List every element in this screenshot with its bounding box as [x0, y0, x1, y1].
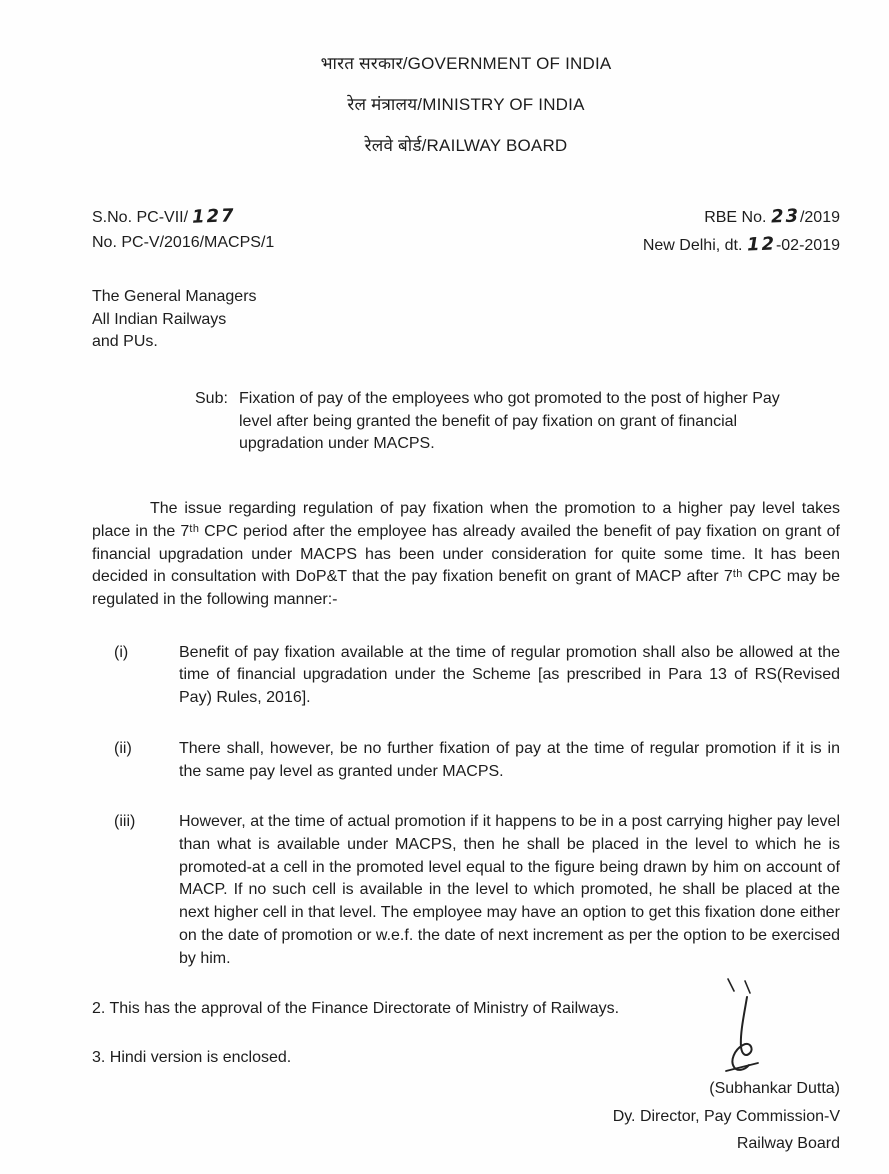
- list-item-i: [92, 642, 840, 710]
- body-paragraph-1: The issue regarding regulation of pay fixation when the promotion to a higher pay level takes place in the 7ᵗʰ CPC period after the employee has already availed the benefit of pay fixation on grant of financial upgradation under MACPS has been under consideration for quite some time. It has been decided in consultation with DoP&T that the pay fixation benefit on grant of MACP after 7ᵗʰ CPC may be regulated in the following manner:-: [92, 500, 840, 608]
- reference-block: [92, 204, 840, 259]
- reference-right: [643, 204, 840, 259]
- body-list: [92, 642, 840, 971]
- signatory-title: Dy. Director, Pay Commission-V: [612, 1107, 840, 1125]
- serial-number-line: [92, 204, 274, 230]
- serial-number-prefix: S.No. PC-VII/: [92, 209, 189, 227]
- list-item-i-text: Benefit of pay fixation available at the time of regular promotion shall also be allowed at the time of financial upgradation under the Scheme [as prescribed in Para 13 of RS(Revised Pay) Rules, 2016].: [179, 643, 840, 707]
- rbe-number-handwritten: 23: [770, 205, 801, 228]
- signatory-block: [613, 1078, 840, 1161]
- file-number-line: No. PC-V/2016/MACPS/1: [92, 234, 275, 252]
- addressee-block: [92, 286, 840, 354]
- subject-label: Sub:: [195, 389, 228, 407]
- body-paragraph-3: 3. Hindi version is enclosed.: [92, 1049, 292, 1067]
- addressee-line-1: The General Managers: [92, 287, 257, 305]
- date-suffix: -02-2019: [775, 237, 840, 255]
- rbe-prefix: RBE No.: [704, 209, 767, 227]
- date-number-handwritten: 12: [746, 233, 777, 256]
- list-item-ii: [92, 738, 840, 783]
- list-item-iii: [92, 811, 840, 970]
- list-item-iii-marker: (iii): [114, 813, 136, 831]
- date-line: [643, 232, 840, 258]
- addressee-line-3: and PUs.: [92, 333, 158, 351]
- signature-mark: [700, 975, 790, 1085]
- signatory-organisation: Railway Board: [736, 1135, 840, 1153]
- subject-text: Fixation of pay of the employees who got promoted to the post of higher Pay level after being granted the benefit of pay fixation on grant of financial upgradation under MACPS.: [239, 389, 780, 453]
- header-line-government: भारत सरकार/GOVERNMENT OF INDIA: [320, 54, 612, 73]
- signatory-name: (Subhankar Dutta): [709, 1080, 840, 1097]
- list-item-i-marker: (i): [114, 643, 129, 661]
- addressee-line-2: All Indian Railways: [92, 310, 227, 328]
- reference-left: [92, 204, 274, 259]
- rbe-suffix: /2019: [799, 209, 840, 227]
- subject-block: [195, 388, 840, 456]
- list-item-iii-text: However, at the time of actual promotion if it happens to be in a post carrying higher pay level than what is available under MACPS, then he shall be placed in the level to which he is promoted-at a cell in the promoted level equal to the figure being drawn by him on account of MACP. If no such cell is available in the level to which promoted, he shall be placed at the next higher cell in that level. The employee may have an option to get this fixation done either on the date of promotion or w.e.f. the date of next increment as per the option to be exercised by him.: [179, 813, 840, 967]
- date-prefix: New Delhi, dt.: [642, 237, 743, 255]
- list-item-ii-marker: (ii): [114, 739, 132, 757]
- serial-number-handwritten: 127: [192, 205, 237, 229]
- list-item-ii-text: There shall, however, be no further fixation of pay at the time of regular promotion if it is in the same pay level as granted under MACPS.: [179, 739, 840, 780]
- header-line-railway-board: रेलवे बोर्ड/RAILWAY BOARD: [364, 136, 568, 156]
- body-paragraph-2: 2. This has the approval of the Finance Directorate of Ministry of Railways.: [92, 1000, 620, 1018]
- rbe-number-line: [643, 204, 840, 230]
- header-line-ministry: रेल मंत्रालय/MINISTRY OF INDIA: [347, 95, 585, 115]
- document-header: [92, 52, 840, 158]
